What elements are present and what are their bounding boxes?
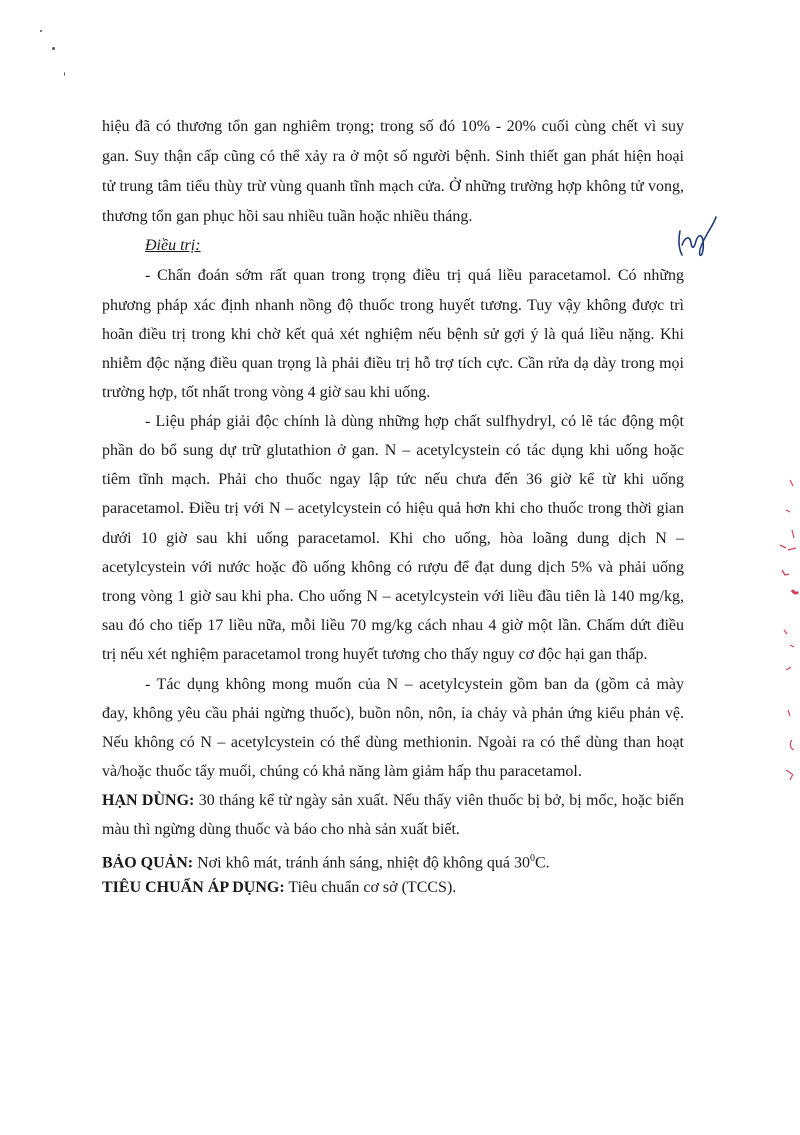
body-line: trong vòng 1 giờ sau khi pha. Cho uống N – acetylcystein với liều đầu tiên là 140 mg/kg, <box>102 588 684 605</box>
standard-label: TIÊU CHUẨN ÁP DỤNG: <box>102 879 285 896</box>
shelf-life-text: 30 tháng kể từ ngày sản xuất. Nếu thấy viên thuốc bị bở, bị mốc, hoặc biến <box>194 792 684 809</box>
body-line: tiêm tĩnh mạch. Phải cho thuốc ngay lập tức nếu chưa đến 36 giờ kể từ khi uống <box>102 471 684 488</box>
storage-text: Nơi khô mát, tránh ánh sáng, nhiệt độ không quá 30 <box>193 854 530 872</box>
shelf-life-line-2: màu thì ngừng dùng thuốc và báo cho nhà sản xuất biết. <box>102 821 460 838</box>
edge-stamp-mark-icon <box>776 470 800 800</box>
body-line: gan. Suy thận cấp cũng có thể xảy ra ở một số người bệnh. Sinh thiết gan phát hiện hoại <box>102 148 684 165</box>
body-line: - Liệu pháp giải độc chính là dùng những hợp chất sulfhydryl, có lẽ tác động một <box>145 413 684 430</box>
scan-speck <box>52 47 55 50</box>
body-line: paracetamol. Điều trị với N – acetylcystein có hiệu quả hơn khi cho thuốc trong thời gian <box>102 500 684 517</box>
body-line: và/hoặc thuốc tẩy muối, chúng có khả năng làm giảm hấp thu paracetamol. <box>102 763 582 780</box>
storage-line <box>102 849 684 873</box>
scan-speck <box>40 30 42 32</box>
body-line: đay, không yêu cầu phải ngừng thuốc), buồn nôn, nôn, ỉa chảy và phản ứng kiểu phản vệ. <box>102 705 684 722</box>
degree-superscript: 0 <box>529 853 535 864</box>
body-line: - Chẩn đoán sớm rất quan trong trọng điều trị quá liều paracetamol. Có những <box>145 267 684 284</box>
body-line: thương tổn gan phục hồi sau nhiều tuần hoặc nhiều tháng. <box>102 208 473 225</box>
body-line: phần do bổ sung dự trữ glutathion ở gan. N – acetylcystein có tác dụng khi uống hoặc <box>102 442 684 459</box>
standard-line <box>102 878 684 898</box>
body-line: acetylcystein với nước hoặc đồ uống không có rượu để đạt dung dịch 5% và phải uống <box>102 559 684 576</box>
body-line: trường hợp, tốt nhất trong vòng 4 giờ sau khi uống. <box>102 384 431 401</box>
shelf-life-label: HẠN DÙNG: <box>102 792 195 809</box>
treatment-heading: Điều trị: <box>145 237 201 254</box>
body-line: tử trung tâm tiểu thùy trừ vùng quanh tĩnh mạch cửa. Ở những trường hợp không tử vong, <box>102 178 684 195</box>
body-line: hoãn điều trị trong khi chờ kết quả xét nghiệm nếu bệnh sử gợi ý là quá liều nặng. Khi <box>102 326 684 343</box>
body-line: sau đó cho tiếp 17 liều nữa, mỗi liều 70 mg/kg cách nhau 4 giờ một lần. Chấm dứt điều <box>102 617 684 634</box>
body-line: hiệu đã có thương tổn gan nghiêm trọng; trong số đó 10% - 20% cuối cùng chết vì suy <box>102 118 684 135</box>
body-line: phương pháp xác định nhanh nồng độ thuốc trong huyết tương. Tuy vậy không được trì <box>102 297 684 314</box>
body-line: dưới 10 giờ sau khi uống paracetamol. Khi cho uống, hòa loãng dung dịch N – <box>102 530 684 547</box>
scan-speck <box>64 72 65 76</box>
standard-text: Tiêu chuẩn cơ sở (TCCS). <box>284 879 457 896</box>
handwritten-signature-icon <box>672 215 722 261</box>
shelf-life-line <box>102 791 684 811</box>
body-line: - Tác dụng không mong muốn của N – acetylcystein gồm ban da (gồm cả mày <box>145 676 684 693</box>
storage-unit: C. <box>534 854 550 872</box>
storage-label: BẢO QUẢN: <box>102 854 194 872</box>
body-line: nhiễm độc nặng điều quan trọng là phải điều trị hỗ trợ tích cực. Cần rửa dạ dày trong mọi <box>102 355 684 372</box>
body-line: Nếu không có N – acetylcystein có thể dùng methionin. Ngoài ra có thể dùng than hoạt <box>102 734 684 751</box>
body-line: trị nếu xét nghiệm paracetamol trong huyết tương cho thấy nguy cơ độc hại gan thấp. <box>102 646 648 663</box>
